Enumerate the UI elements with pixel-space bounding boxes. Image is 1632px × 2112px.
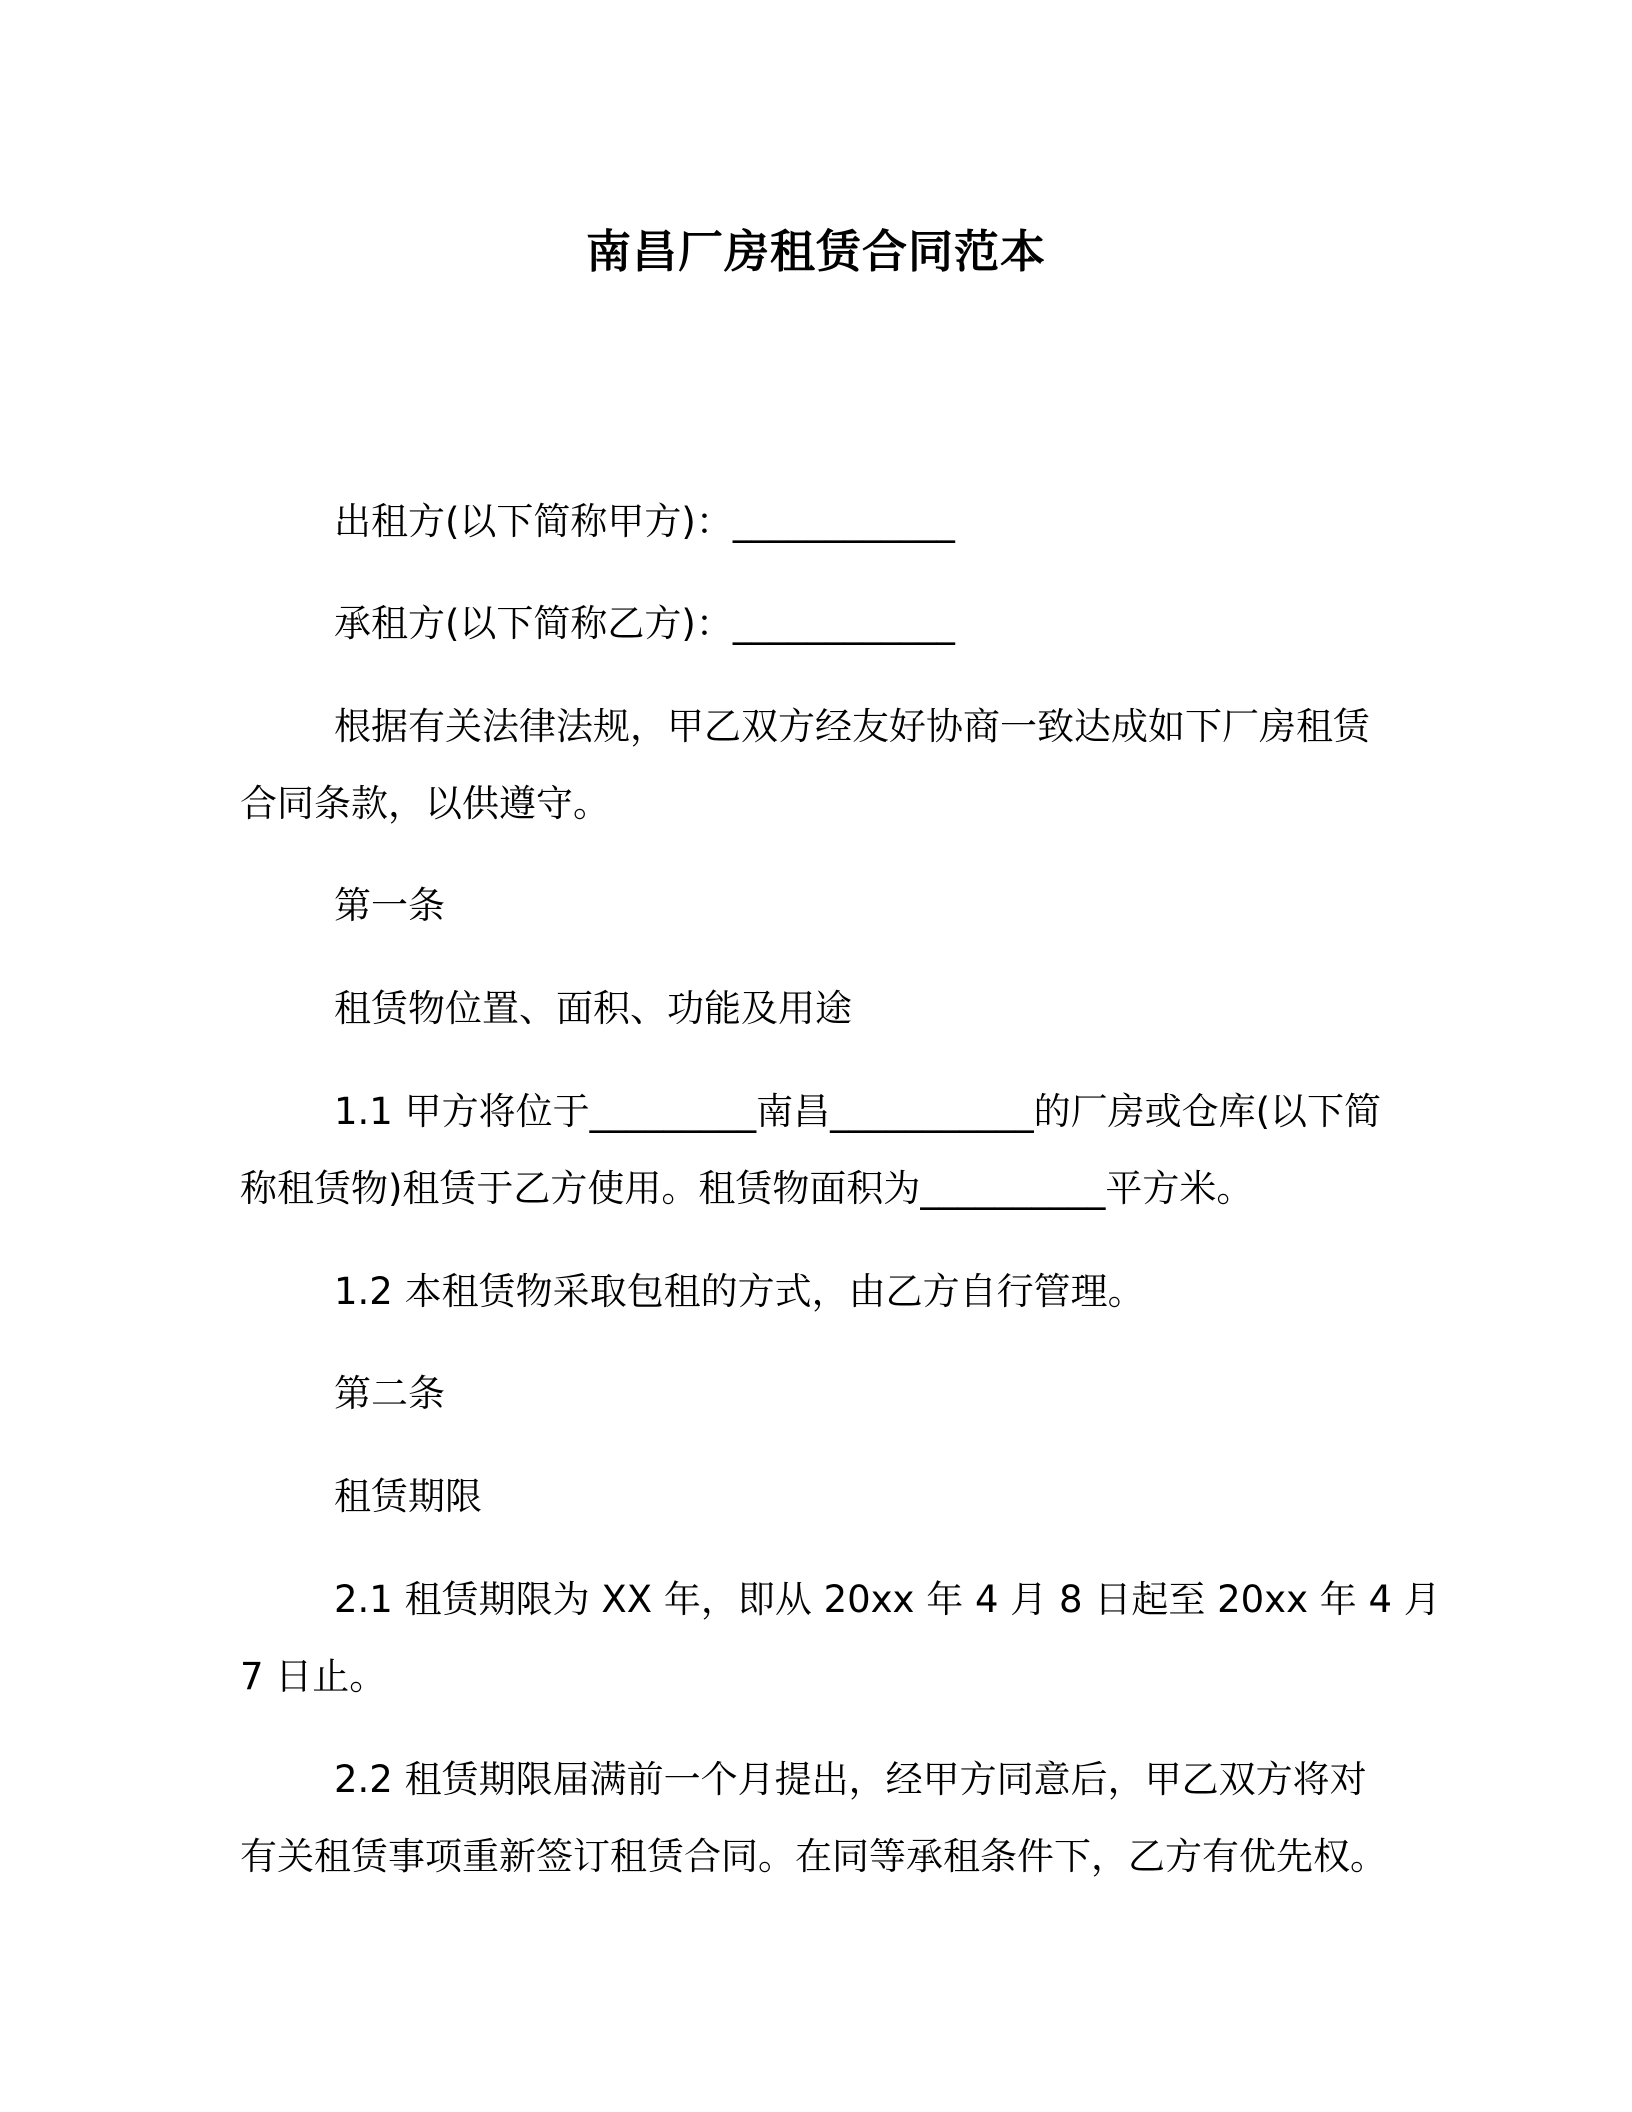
preamble-line-2: 合同条款，以供遵守。 — [240, 782, 610, 825]
lessor-line: 出租方(以下简称甲方)：____________ — [334, 500, 955, 543]
article-1-heading: 第一条 — [334, 884, 445, 927]
lessee-line: 承租方(以下简称乙方)：____________ — [334, 602, 955, 645]
article-2-heading: 第二条 — [334, 1372, 445, 1415]
article-2-subject: 租赁期限 — [334, 1475, 482, 1518]
clause-2-1-line-1: 2.1 租赁期限为 XX 年，即从 20xx 年 4 月 8 日起至 20xx 年 4 月 — [334, 1578, 1441, 1621]
document-title: 南昌厂房租赁合同范本 — [585, 225, 1046, 278]
clause-1-1-line-2: 称租赁物)租赁于乙方使用。租赁物面积为__________平方米。 — [240, 1167, 1254, 1210]
preamble-line-1: 根据有关法律法规，甲乙双方经友好协商一致达成如下厂房租赁 — [334, 705, 1370, 748]
clause-2-2-line-1: 2.2 租赁期限届满前一个月提出，经甲方同意后，甲乙双方将对 — [334, 1758, 1367, 1801]
clause-2-2-line-2: 有关租赁事项重新签订租赁合同。在同等承租条件下，乙方有优先权。 — [240, 1835, 1387, 1878]
clause-2-1-line-2: 7 日止。 — [240, 1655, 387, 1698]
article-1-subject: 租赁物位置、面积、功能及用途 — [334, 987, 852, 1030]
clause-1-1-line-1: 1.1 甲方将位于_________南昌___________的厂房或仓库(以下简 — [334, 1090, 1382, 1133]
clause-1-2: 1.2 本租赁物采取包租的方式，由乙方自行管理。 — [334, 1270, 1145, 1313]
